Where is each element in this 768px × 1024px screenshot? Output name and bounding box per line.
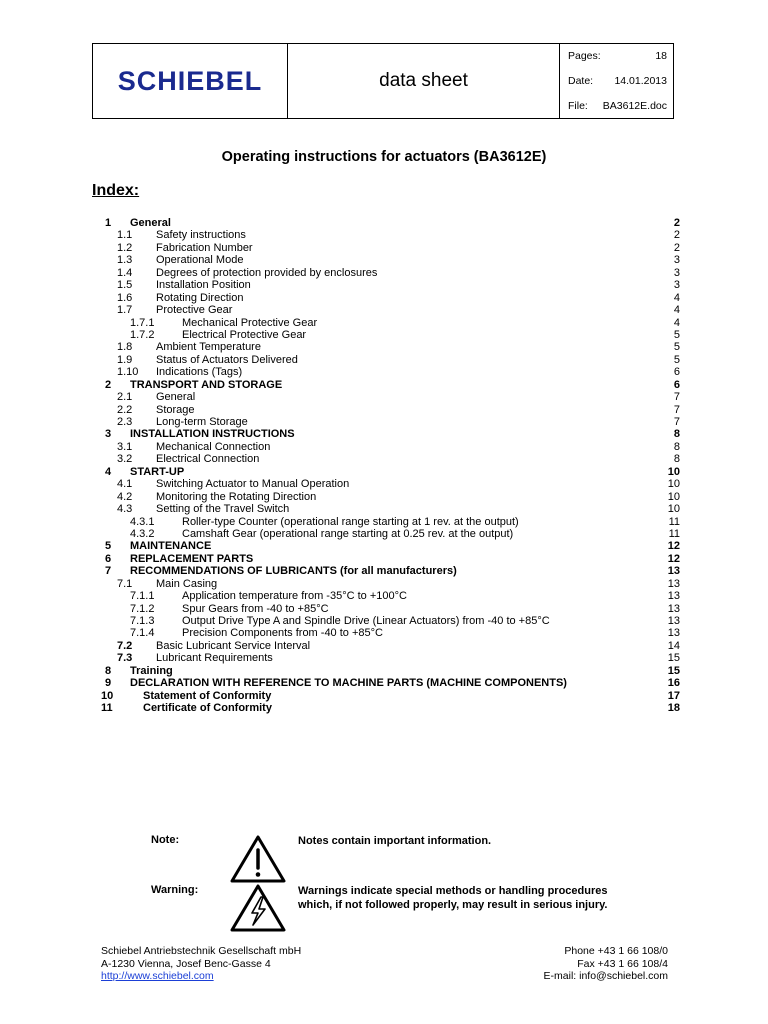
note-label: Note: <box>151 834 180 846</box>
toc-number: 1.6 <box>117 291 133 304</box>
electrical-hazard-icon <box>228 882 288 934</box>
toc-number: 1.7.1 <box>130 316 155 329</box>
toc-number: 7.1.3 <box>130 615 155 627</box>
toc-row <box>92 242 680 254</box>
toc-page-number: 14 <box>667 639 680 652</box>
pages-value: 18 <box>655 50 667 63</box>
toc-row <box>92 478 680 490</box>
toc-number: 4.3 <box>117 503 133 516</box>
toc-title: Safety instructions <box>156 229 246 242</box>
date-label: Date: <box>568 75 594 87</box>
toc-row <box>92 379 680 391</box>
toc-row <box>92 652 680 664</box>
toc-title: Installation Position <box>156 279 251 292</box>
pages-label: Pages: <box>568 50 601 63</box>
toc-title: Operational Mode <box>156 254 244 267</box>
toc-row <box>92 391 680 403</box>
toc-title: Main Casing <box>156 577 218 590</box>
toc-number: 11 <box>101 702 113 715</box>
toc-title: INSTALLATION INSTRUCTIONS <box>130 428 295 441</box>
toc-page-number: 13 <box>667 577 680 590</box>
toc-title: Application temperature from -35°C to +100°C <box>182 590 407 603</box>
toc-row <box>92 341 680 353</box>
footer-right <box>544 945 668 983</box>
toc-number: 4 <box>105 465 112 478</box>
index-heading: Index: <box>92 182 140 199</box>
toc-page-number: 8 <box>673 440 680 453</box>
toc-page-number: 10 <box>667 465 680 478</box>
toc-number: 7 <box>105 565 112 578</box>
toc-number: 7.3 <box>117 652 133 665</box>
toc-number: 7.2 <box>117 639 133 652</box>
toc-number: 1.8 <box>117 341 133 354</box>
file-value: BA3612E.doc <box>602 99 667 112</box>
toc-page-number: 13 <box>667 565 680 578</box>
toc-row <box>92 279 680 291</box>
toc-page-number: 8 <box>673 428 680 441</box>
toc-title: Spur Gears from -40 to +85°C <box>182 602 329 615</box>
toc-row <box>92 292 680 304</box>
toc-number: 1.7 <box>117 304 133 317</box>
toc-number: 2.1 <box>117 391 133 404</box>
toc-title: Setting of the Travel Switch <box>156 503 290 516</box>
toc-row <box>92 466 680 478</box>
toc-number: 1.4 <box>117 266 133 279</box>
toc-title: Storage <box>156 403 195 416</box>
toc-title: Ambient Temperature <box>156 341 261 354</box>
toc-row <box>92 627 680 639</box>
toc-page-number: 3 <box>673 266 680 279</box>
toc-number: 5 <box>105 540 112 553</box>
toc-title: Mechanical Connection <box>156 440 271 453</box>
footer-company: Schiebel Antriebstechnik Gesellschaft mbH <box>101 945 302 957</box>
toc-number: 4.3.2 <box>130 527 155 540</box>
toc-title: REPLACEMENT PARTS <box>130 552 254 565</box>
toc-row <box>92 254 680 266</box>
toc-number: 4.2 <box>117 490 133 503</box>
toc-row <box>92 677 680 689</box>
toc-row <box>92 229 680 241</box>
logo-cell <box>93 44 288 118</box>
file-label: File: <box>568 99 588 112</box>
toc-title: START-UP <box>130 465 185 478</box>
toc-title: Fabrication Number <box>156 241 253 254</box>
toc-number: 1.7.2 <box>130 328 155 341</box>
toc-title: Output Drive Type A and Spindle Drive (Linear Actuators) from -40 to +85°C <box>182 615 550 627</box>
toc-number: 10 <box>101 689 114 702</box>
note-text: Notes contain important information. <box>298 835 492 847</box>
toc-title: Lubricant Requirements <box>156 652 273 665</box>
toc-number: 3 <box>105 428 112 441</box>
toc-row <box>92 565 680 577</box>
toc-row <box>92 578 680 590</box>
toc-page-number: 18 <box>667 702 680 715</box>
meta-date <box>560 69 673 94</box>
toc-row <box>92 528 680 540</box>
toc-number: 1.3 <box>117 254 133 267</box>
toc-page-number: 6 <box>673 378 680 391</box>
toc-title: Statement of Conformity <box>143 689 272 702</box>
toc-page-number: 2 <box>673 229 680 242</box>
toc-page-number: 10 <box>667 503 680 516</box>
toc-number: 8 <box>105 664 112 677</box>
toc-page-number: 5 <box>673 353 680 366</box>
toc-row <box>92 503 680 515</box>
toc-number: 3.2 <box>117 453 133 466</box>
toc-page-number: 13 <box>667 590 680 603</box>
document-header <box>92 43 674 119</box>
toc-title: Protective Gear <box>156 304 233 317</box>
toc-row <box>92 453 680 465</box>
toc-row <box>92 317 680 329</box>
toc-page-number: 13 <box>667 602 680 615</box>
toc-page-number: 4 <box>673 304 680 317</box>
toc-number: 4.1 <box>117 478 133 491</box>
toc-page-number: 8 <box>673 453 680 466</box>
toc-title: Switching Actuator to Manual Operation <box>156 478 350 491</box>
footer-website-link[interactable]: http://www.schiebel.com <box>101 970 214 982</box>
toc-number: 3.1 <box>117 440 133 453</box>
footer-left <box>101 945 301 983</box>
toc-page-number: 4 <box>673 291 680 304</box>
toc-title: Training <box>130 664 173 677</box>
meta-file <box>560 93 673 118</box>
toc-number: 1.2 <box>117 241 133 254</box>
toc-row <box>92 217 680 229</box>
toc-row <box>92 690 680 702</box>
footer-address: A-1230 Vienna, Josef Benc-Gasse 4 <box>101 957 271 970</box>
footer-fax: Fax +43 1 66 108/4 <box>577 957 668 970</box>
toc-title: Camshaft Gear (operational range starting at 0.25 rev. at the output) <box>182 527 514 540</box>
toc-title: Electrical Protective Gear <box>182 328 307 341</box>
toc-row <box>92 267 680 279</box>
toc-page-number: 12 <box>667 552 680 565</box>
toc-page-number: 13 <box>667 627 680 640</box>
toc-number: 7.1.4 <box>130 627 155 640</box>
toc-number: 6 <box>105 552 112 565</box>
toc-row <box>92 366 680 378</box>
toc-page-number: 16 <box>667 677 680 690</box>
toc-page-number: 7 <box>673 403 680 416</box>
schiebel-logo: SCHIEBEL <box>117 65 263 96</box>
toc-page-number: 5 <box>673 328 680 341</box>
toc-number: 1.5 <box>117 279 133 292</box>
toc-row <box>92 553 680 565</box>
toc-page-number: 6 <box>673 366 680 379</box>
toc-row <box>92 354 680 366</box>
toc-row <box>92 428 680 440</box>
toc-page-number: 3 <box>673 254 680 267</box>
toc-number: 2.3 <box>117 416 133 428</box>
warning-label: Warning: <box>151 884 199 896</box>
toc-title: Indications (Tags) <box>156 366 243 379</box>
toc-title: General <box>156 391 196 404</box>
toc-row <box>92 603 680 615</box>
toc-row <box>92 665 680 677</box>
toc-row <box>92 441 680 453</box>
toc-number: 1.9 <box>117 353 133 366</box>
toc-page-number: 11 <box>668 515 680 528</box>
table-of-contents <box>92 217 680 715</box>
toc-row <box>92 702 680 714</box>
toc-title: TRANSPORT AND STORAGE <box>130 378 283 391</box>
toc-page-number: 2 <box>673 217 680 229</box>
toc-page-number: 7 <box>673 416 680 428</box>
toc-number: 1.10 <box>117 366 139 379</box>
toc-title: MAINTENANCE <box>130 540 212 553</box>
toc-title: Electrical Connection <box>156 453 260 466</box>
toc-row <box>92 329 680 341</box>
toc-page-number: 10 <box>667 490 680 503</box>
toc-title: Mechanical Protective Gear <box>182 316 318 329</box>
toc-row <box>92 615 680 627</box>
meta-pages <box>560 44 673 69</box>
toc-title: Long-term Storage <box>156 416 248 428</box>
toc-row <box>92 404 680 416</box>
toc-number: 4.3.1 <box>130 515 155 528</box>
toc-row <box>92 516 680 528</box>
toc-title: Degrees of protection provided by enclosures <box>156 266 378 279</box>
toc-page-number: 4 <box>673 316 680 329</box>
toc-page-number: 17 <box>667 689 680 702</box>
toc-title: RECOMMENDATIONS OF LUBRICANTS (for all manufacturers) <box>130 565 457 578</box>
toc-page-number: 2 <box>673 241 680 254</box>
toc-row <box>92 304 680 316</box>
toc-title: Status of Actuators Delivered <box>156 353 298 366</box>
toc-row <box>92 590 680 602</box>
toc-page-number: 10 <box>667 478 680 491</box>
toc-title: DECLARATION WITH REFERENCE TO MACHINE PARTS (MACHINE COMPONENTS) <box>130 677 567 690</box>
toc-title: Rotating Direction <box>156 291 244 304</box>
footer-phone: Phone +43 1 66 108/0 <box>564 945 668 957</box>
toc-page-number: 3 <box>673 279 680 292</box>
warning-exclamation-icon <box>228 833 288 885</box>
toc-number: 1 <box>105 217 112 229</box>
toc-page-number: 5 <box>673 341 680 354</box>
toc-row <box>92 540 680 552</box>
toc-row <box>92 491 680 503</box>
toc-number: 1.1 <box>117 229 133 242</box>
toc-page-number: 13 <box>667 615 680 627</box>
toc-title: Precision Components from -40 to +85°C <box>182 627 383 640</box>
toc-page-number: 7 <box>673 391 680 404</box>
document-title: Operating instructions for actuators (BA3612E) <box>221 149 547 165</box>
toc-page-number: 11 <box>668 527 680 540</box>
toc-title: Monitoring the Rotating Direction <box>156 490 317 503</box>
toc-number: 7.1 <box>117 577 133 590</box>
toc-title: General <box>130 217 171 229</box>
toc-number: 7.1.2 <box>130 602 155 615</box>
toc-row <box>92 640 680 652</box>
toc-page-number: 12 <box>667 540 680 553</box>
toc-number: 7.1.1 <box>130 590 155 603</box>
footer-email: E-mail: info@schiebel.com <box>543 970 668 982</box>
toc-page-number: 15 <box>667 652 680 665</box>
toc-number: 9 <box>105 677 112 690</box>
toc-number: 2 <box>105 378 112 391</box>
date-value: 14.01.2013 <box>614 75 667 87</box>
toc-title: Roller-type Counter (operational range starting at 1 rev. at the output) <box>182 515 519 528</box>
toc-title: Basic Lubricant Service Interval <box>156 639 311 652</box>
toc-number: 2.2 <box>117 403 133 416</box>
header-meta <box>560 44 673 118</box>
toc-page-number: 15 <box>667 664 680 677</box>
warning-text: Warnings indicate special methods or handling procedures which, if not followed properly, may result in serious injury. <box>298 885 608 911</box>
toc-row <box>92 416 680 428</box>
toc-title: Certificate of Conformity <box>143 702 272 715</box>
header-title: data sheet <box>288 44 560 118</box>
